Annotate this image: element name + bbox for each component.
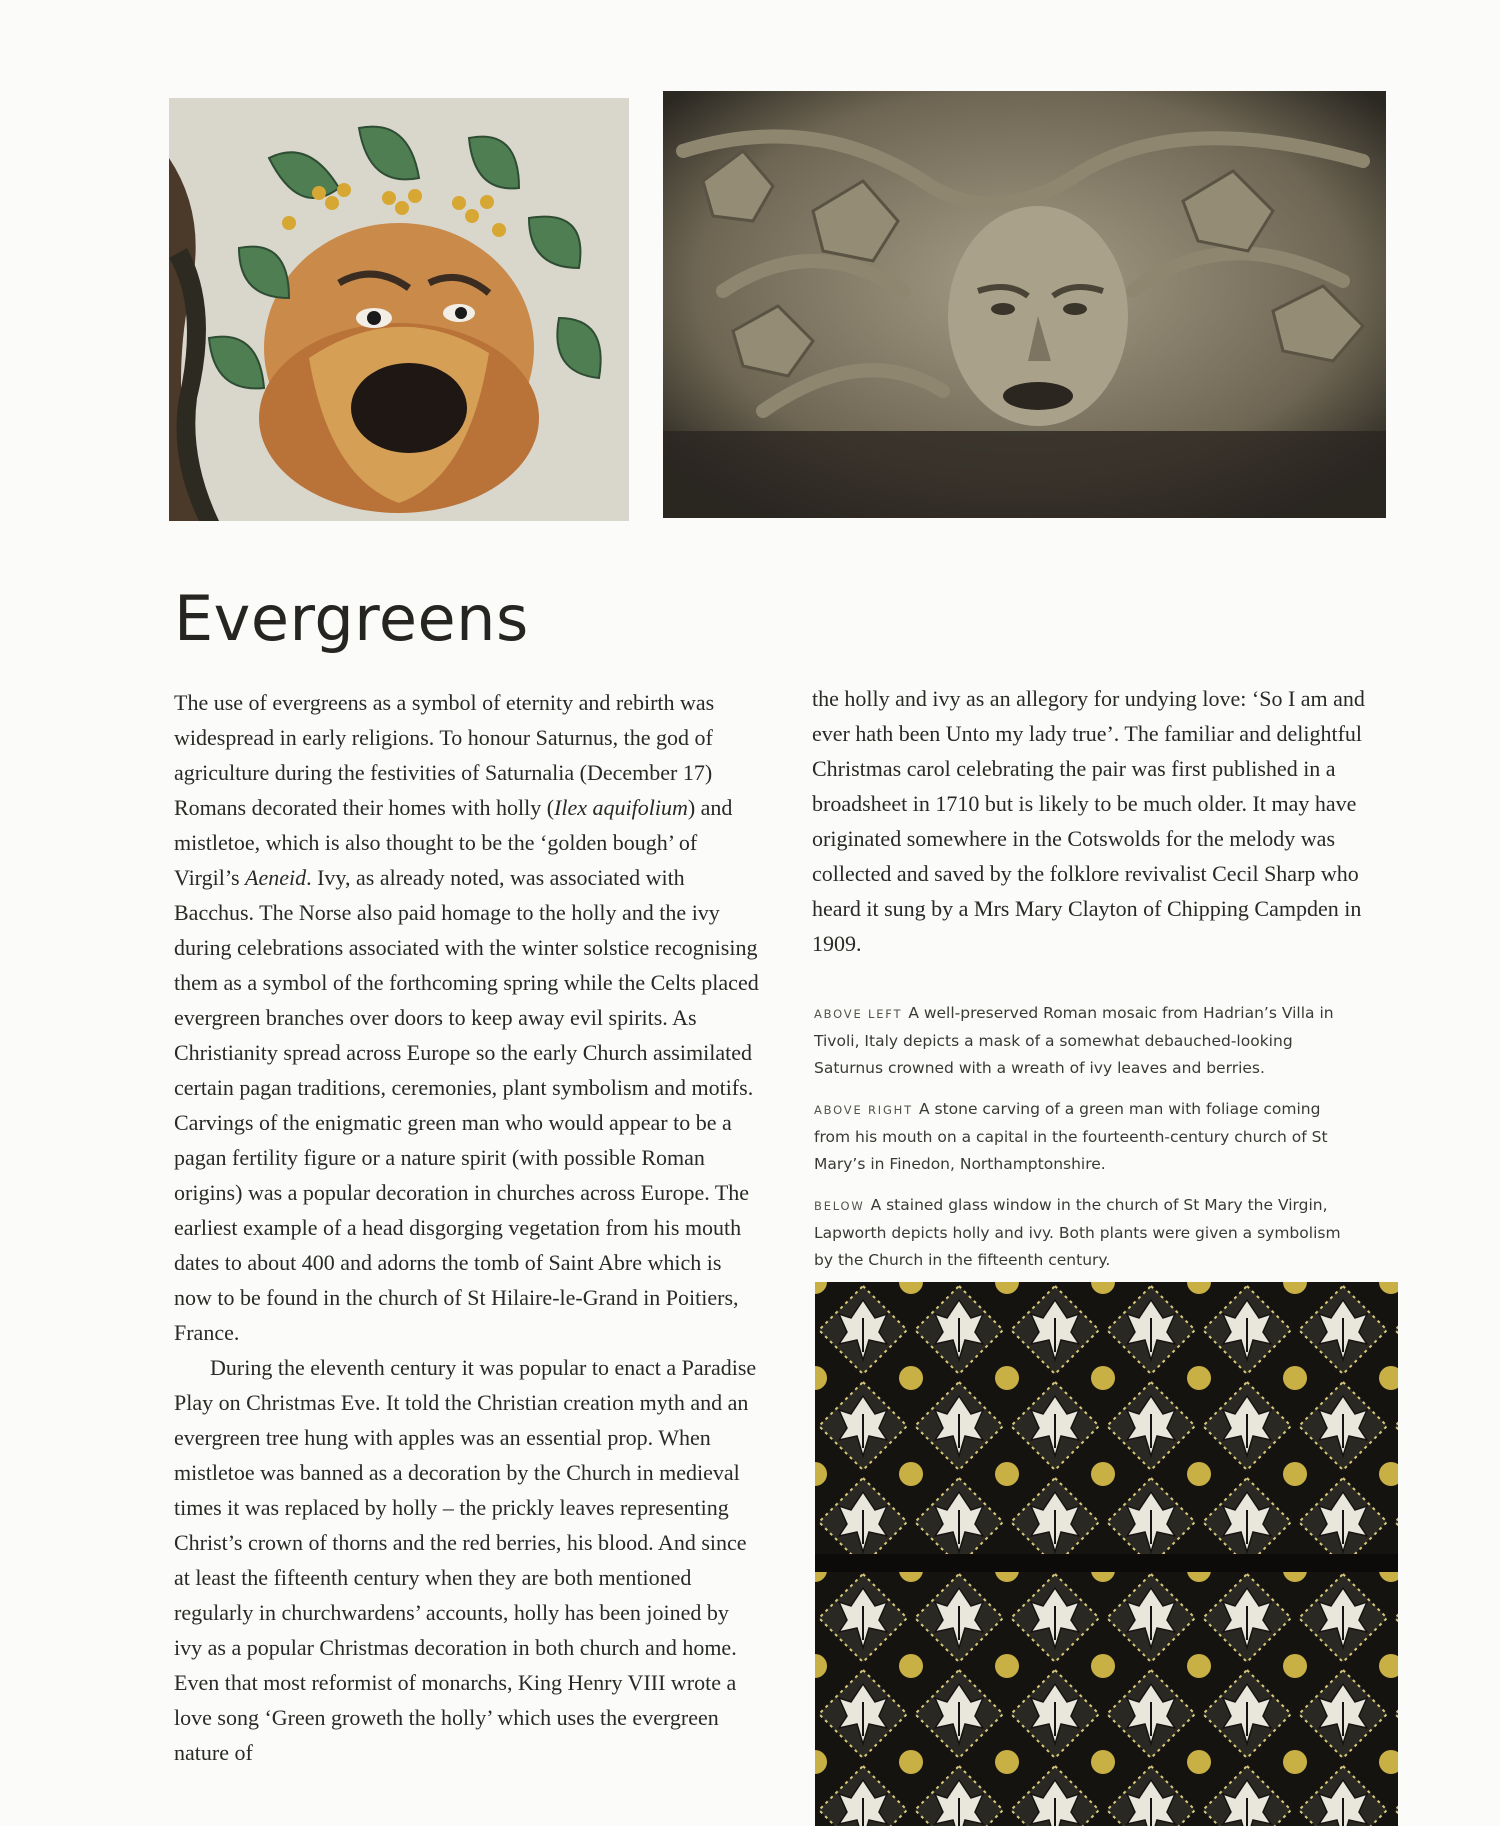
carving-illustration [663, 91, 1386, 518]
stained-glass-illustration [815, 1282, 1398, 1826]
body-text-italic: Aeneid [245, 865, 307, 890]
caption-above-left [814, 1000, 1354, 1082]
caption-label: ABOVE RIGHT [814, 1103, 913, 1117]
page-title: Evergreens [174, 582, 529, 655]
stained-glass-photo [815, 1282, 1398, 1826]
body-paragraph: During the eleventh century it was popular to enact a Paradise Play on Christmas Eve. It told the Christian creation myth and an evergreen tree hung with apples was an essential prop. When mistletoe was banned as a decoration by the Church in medieval times it was replaced by holly – the prickly leaves representing Christ’s crown of thorns and the red berries, his blood. And since at least the fifteenth century when they are both mentioned regularly in churchwardens’ accounts, holly has been joined by ivy as a popular Christmas decoration in both church and home. Even that most reformist of monarchs, King Henry VIII wrote a love song ‘Green groweth the holly’ which uses the evergreen nature of [174, 1355, 757, 1765]
caption-text: A well-preserved Roman mosaic from Hadrian’s Villa in Tivoli, Italy depicts a mask of a somewhat debauched-looking Saturnus crowned with a wreath of ivy leaves and berries. [814, 1004, 1334, 1077]
caption-below [814, 1192, 1354, 1274]
body-column-left [174, 685, 760, 1770]
carving-photo [663, 91, 1386, 518]
caption-text: A stone carving of a green man with foliage coming from his mouth on a capital in the fourteenth-century church of St Mary’s in Finedon, Northamptonshire. [814, 1100, 1328, 1173]
body-paragraph: the holly and ivy as an allegory for undying love: ‘So I am and ever hath been Unto my lady true’. The familiar and delightful Christmas carol celebrating the pair was first published in a broadsheet in 1710 but is likely to be much older. It may have originated somewhere in the Cotswolds for the melody was collected and saved by the folklore revivalist Cecil Sharp who heard it sung by a Mrs Mary Clayton of Chipping Campden in 1909. [812, 686, 1365, 956]
body-text: ) and mistletoe, which is also thought to be the ‘golden bough’ of Virgil’s [174, 795, 733, 890]
caption-label: ABOVE LEFT [814, 1007, 903, 1021]
body-text: The use of evergreens as a symbol of eternity and rebirth was widespread in early religions. To honour Saturnus, the god of agriculture during the festivities of Saturnalia (December 17) Romans decorated their homes with holly ( [174, 690, 715, 820]
body-paragraph [174, 685, 760, 1350]
caption-above-right [814, 1096, 1354, 1178]
caption-label: BELOW [814, 1199, 865, 1213]
mosaic-illustration [169, 98, 629, 521]
mosaic-photo [169, 98, 629, 521]
captions [814, 1000, 1354, 1288]
body-text-italic: Ilex aquifolium [554, 795, 688, 820]
body-text: . Ivy, as already noted, was associated with Bacchus. The Norse also paid homage to the holly and the ivy during celebrations associated with the winter solstice recognising them as a symbol of the forthcoming spring while the Celts placed evergreen branches over doors to keep away evil spirits. As Christianity spread across Europe so the early Church assimilated certain pagan traditions, ceremonies, plant symbolism and motifs. Carvings of the enigmatic green man who would appear to be a pagan fertility figure or a nature spirit (with possible Roman origins) was a popular decoration in churches across Europe. The earliest example of a head disgorging vegetation from his mouth dates to about 400 and adorns the tomb of Saint Abre which is now to be found in the church of St Hilaire-le-Grand in Poitiers, France. [174, 865, 759, 1345]
body-column-right [812, 681, 1392, 961]
caption-text: A stained glass window in the church of St Mary the Virgin, Lapworth depicts holly and ivy. Both plants were given a symbolism by the Church in the fifteenth century. [814, 1196, 1341, 1269]
